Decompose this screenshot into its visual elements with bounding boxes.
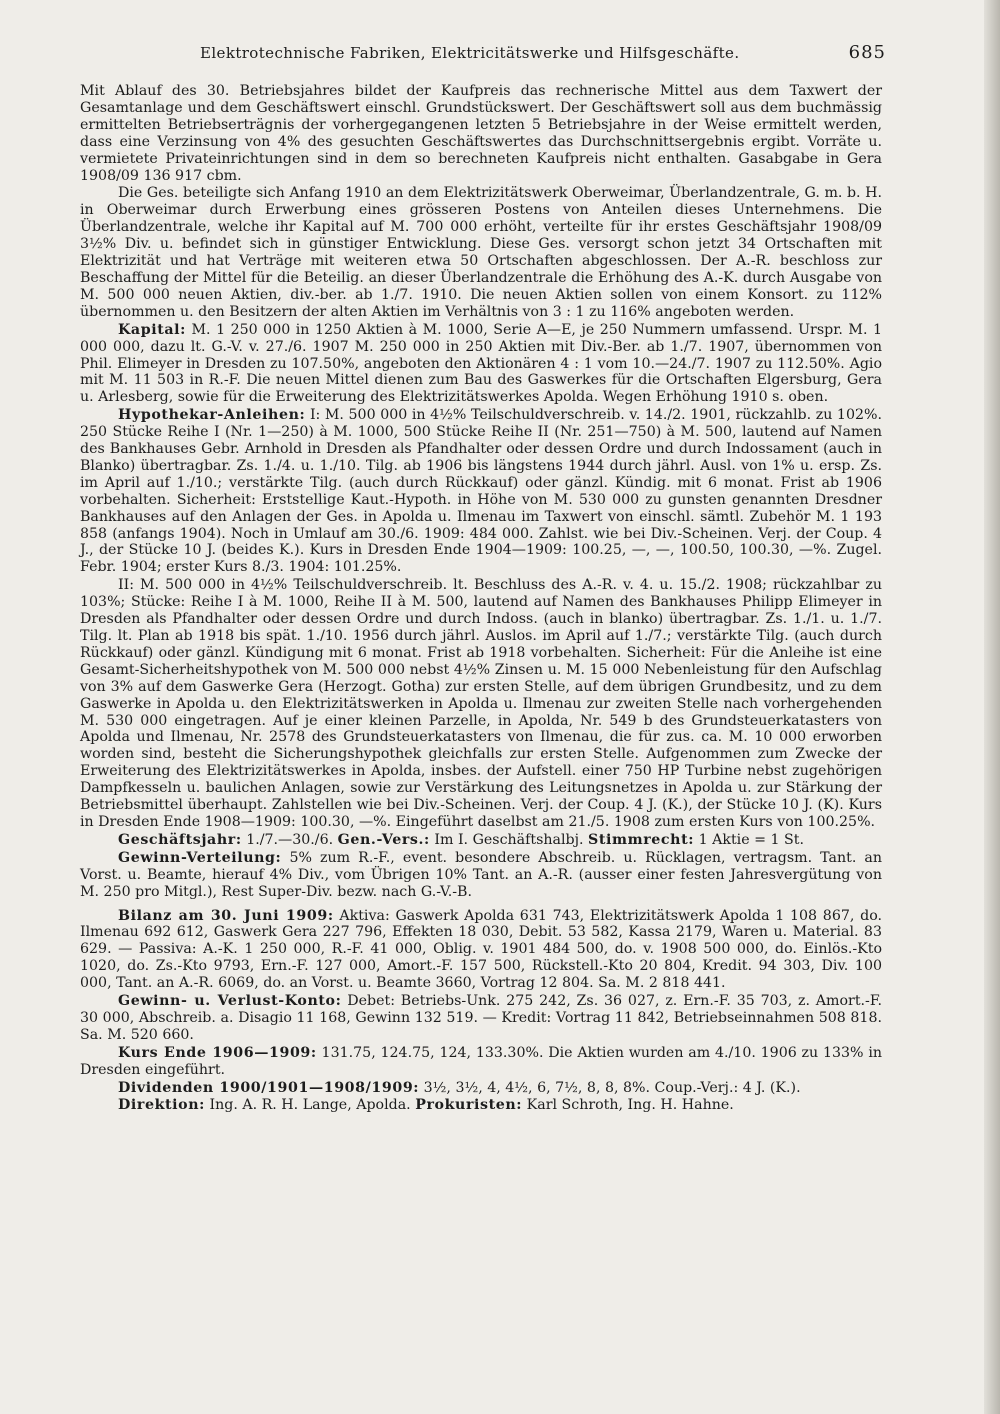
page-edge-shadow: [984, 0, 1000, 1414]
paragraph-hypothekar-anleihen: Hypothekar-Anleihen: I: M. 500 000 in 4½% Teilschuldverschreib. v. 14./2. 1901, rückzahlb. zu 102%. 250 Stücke Reihe I (Nr. 1—250) à M. 1000, 500 Stücke Reihe II (Nr. 251—750) à M. 500, lautend auf Namen des Bankhauses Gebr. Arnhold in Dresden als Pfandhalter oder dessen Ordre und durch Indossament (auch in Blanko) übertragbar. Zs. 1./4. u. 1./10. Tilg. ab 1906 bis längstens 1944 durch jährl. Ausl. von 1% u. ersp. Zs. im April auf 1./10.; verstärkte Tilg. (auch durch Rückkauf) oder gänzl. Kündig. mit 6 monat. Frist ab 1906 vorbehalten. Sicherheit: Erststellige Kaut.-Hypoth. in Höhe von M. 530 000 zu gunsten genannten Dresdner Bankhauses auf den Anlagen der Ges. in Apolda u. Ilmenau im Taxwert von einschl. sämtl. Zubehör M. 1 193 858 (anfangs 1904). Noch in Umlauf am 30./6. 1909: 484 000. Zahlst. wie bei Div.-Scheinen. Verj. der Coup. 4 J., der Stücke 10 J. (beides K.). Kurs in Dresden Ende 1904—1909: 100.25, —, —, 100.50, 100.30, —%. Zugel. Febr. 1904; erster Kurs 8./3. 1904: 101.25%.: [80, 407, 882, 576]
paragraph-anleihe-ii: II: M. 500 000 in 4½% Teilschuldverschreib. lt. Beschluss des A.-R. v. 4. u. 15./2. 1908; rückzahlbar zu 103%; Stücke: Reihe I à M. 1000, Reihe II à M. 500, lautend auf Namen des Bankhauses Philipp Elimeyer in Dresden als Pfandhalter oder dessen Ordre und durch Indoss. (auch in blanko) übertragbar. Zs. 1./1. u. 1./7. Tilg. lt. Plan ab 1918 bis spät. 1./10. 1956 durch jährl. Auslos. im April auf 1./7.; verstärkte Tilg. (auch durch Rückkauf) oder gänzl. Kündigung mit 6 monat. Frist ab 1918 vorbehalten. Sicherheit: Für die Anleihe ist eine Gesamt-Sicherheitshypothek von M. 500 000 nebst 4½% Zinsen u. M. 15 000 Nebenleistung für den Aufschlag von 3% auf dem Gaswerke Gera (Herzogt. Gotha) zur ersten Stelle, auf dem übrigen Grundbesitz, und zu dem Gaswerke in Apolda u. den Elektrizitätswerken in Apolda u. Ilmenau zur zweiten Stelle nach vorhergehenden M. 530 000 eingetragen. Auf je einer kleinen Parzelle, in Apolda, Nr. 549 b des Grundsteuerkatasters von Apolda und Ilmenau, Nr. 2578 des Grundsteuerkatasters von Ilmenau, die für zus. ca. M. 10 000 erworben worden sind, besteht die Sicherungshypothek gleichfalls zur ersten Stelle. Aufgenommen zum Zwecke der Erweiterung des Elektrizitätswerkes in Apolda, insbes. der Aufstell. einer 750 HP Turbine nebst zugehörigen Dampfkesseln u. baulichen Anlagen, sowie zur Verstärkung des Leitungsnetzes in Apolda u. zur Stärkung der Betriebsmittel überhaupt. Zahlstellen wie bei Div.-Scheinen. Verj. der Coup. 4 J. (K.), der Stücke 10 J. (K). Kurs in Dresden Ende 1908—1909: 100.30, —%. Eingeführt daselbst am 21./5. 1908 zum ersten Kurs von 100.25%.: [80, 577, 882, 830]
paragraph-bilanz: Bilanz am 30. Juni 1909: Aktiva: Gaswerk Apolda 631 743, Elektrizitätswerk Apolda 1 108 867, do. Ilmenau 692 612, Gaswerk Gera 227 796, Effekten 18 030, Debit. 53 582, Kassa 2179, Waren u. Material. 83 629. — Passiva: A.-K. 1 250 000, R.-F. 41 000, Oblig. v. 1901 484 500, do. v. 1908 500 000, do. Einlös.-Kto 1020, do. Zs.-Kto 9793, Ern.-F. 127 000, Amort.-F. 157 500, Rückstell.-Kto 20 804, Kredit. 94 303, Div. 100 000, Tant. an A.-R. 6069, do. an Vorst. u. Beamte 3660, Vortrag 12 804. Sa. M. 2 818 441.: [80, 907, 882, 992]
paragraph-geschaeftsjahr: Geschäftsjahr: 1./7.—30./6. Gen.-Vers.: Im I. Geschäftshalbj. Stimmrecht: 1 Aktie = 1 St.: [118, 831, 804, 848]
label-bilanz: Bilanz am 30. Juni 1909:: [118, 907, 334, 924]
label-kapital: Kapital:: [118, 321, 187, 338]
paragraph-dividenden: Dividenden 1900/1901—1908/1909: 3½, 3½, 4, 4½, 6, 7½, 8, 8, 8%. Coup.-Verj.: 4 J. (K.).: [118, 1079, 801, 1096]
label-dividenden: Dividenden 1900/1901—1908/1909:: [118, 1079, 420, 1096]
paragraph-participation: Die Ges. beteiligte sich Anfang 1910 an dem Elektrizitätswerk Oberweimar, Überlandzentrale, G. m. b. H. in Oberweimar durch Erwerbung eines grösseren Postens von Anteilen dieses Unternehmens. Die Überlandzentrale, welche ihr Kapital auf M. 700 000 erhöht, verteilte für ihr erstes Geschäftsjahr 1908/09 3½% Div. u. befindet sich in günstiger Entwicklung. Diese Ges. versorgt schon jetzt 34 Ortschaften mit Elektrizität und hat Verträge mit weiteren etwa 50 Ortschaften abgeschlossen. Der A.-R. beschloss zur Beschaffung der Mittel für die Beteilig. an dieser Überlandzentrale die Erhöhung des A.-K. durch Ausgabe von M. 500 000 neuen Aktien, div.-ber. ab 1./7. 1910. Die neuen Aktien sollen von einem Konsort. zu 112% übernommen u. den Besitzern der alten Aktien im Verhältnis von 3 : 1 zu 116% angeboten werden.: [80, 185, 882, 320]
label-gewinn-verlust: Gewinn- u. Verlust-Konto:: [118, 993, 342, 1010]
paragraph-kapital: Kapital: M. 1 250 000 in 1250 Aktien à M. 1000, Serie A—E, je 250 Nummern umfassend. Urspr. M. 1 000 000, dazu lt. G.-V. v. 27./6. 1907 M. 250 000 in 250 Aktien mit Div.-Ber. ab 1./7. 1907, übernommen von Phil. Elimeyer in Dresden zu 107.50%, angeboten den Aktionären 4 : 1 vom 10.—24./7. 1907 zu 112.50%. Agio mit M. 11 503 in R.-F. Die neuen Mittel dienen zum Bau des Gaswerkes für die Ortschaften Elgersburg, Gera u. Arlesberg, sowie für die Erweiterung des Elektrizitätswerkes Apolda. Wegen Erhöhung 1910 s. oben.: [80, 321, 882, 406]
paragraph-gewinn-verlust: Gewinn- u. Verlust-Konto: Debet: Betriebs-Unk. 275 242, Zs. 36 027, z. Ern.-F. 35 703, z. Amort.-F. 30 000, Abschreib. a. Disagio 11 168, Gewinn 132 519. — Kredit: Vortrag 11 842, Betriebseinnahmen 508 818. Sa. M. 520 660.: [80, 993, 882, 1043]
label-stimmrecht: Stimmrecht:: [588, 831, 695, 848]
label-gewinn-verteilung: Gewinn-Verteilung:: [118, 849, 282, 866]
paragraph-gewinn-verteilung: Gewinn-Verteilung: 5% zum R.-F., event. besondere Abschreib. u. Rücklagen, vertragsm. Tant. an Vorst. u. Beamte, hierauf 4% Div., vom Übrigen 10% Tant. an A.-R. (ausser einer festen Jahresvergütung von M. 250 pro Mitgl.), Rest Super-Div. bezw. nach G.-V.-B.: [80, 849, 882, 900]
running-header: [200, 42, 886, 63]
label-geschaeftsjahr: Geschäftsjahr:: [118, 831, 242, 848]
label-direktion: Direktion:: [118, 1097, 205, 1114]
paragraph-kurs: Kurs Ende 1906—1909: 131.75, 124.75, 124, 133.30%. Die Aktien wurden am 4./10. 1906 zu 133% in Dresden eingeführt.: [80, 1044, 883, 1078]
label-gen-vers: Gen.-Vers.:: [337, 831, 430, 848]
label-hypothekar-anleihen: Hypothekar-Anleihen:: [118, 407, 306, 424]
header-title: Elektrotechnische Fabriken, Elektricitätswerke und Hilfsgeschäfte.: [200, 44, 740, 62]
label-prokuristen: Prokuristen:: [415, 1097, 523, 1114]
page-number: 685: [848, 42, 886, 63]
paragraph-purchase-price: Mit Ablauf des 30. Betriebsjahres bildet der Kaufpreis das rechnerische Mittel aus dem Taxwert der Gesamtanlage und dem Geschäftswert einschl. Grundstückswert. Der Geschäftswert soll aus dem buchmässig ermittelten Betriebserträgnis der vorhergegangenen letzten 5 Betriebsjahre in der Weise ermittelt werden, dass eine Verzinsung von 4% des gesuchten Geschäftswertes das Durchschnittsergebnis ergibt. Vorräte u. vermietete Privateinrichtungen sind in dem so berechneten Kaufpreis nicht enthalten. Gasabgabe in Gera 1908/09 136 917 cbm.: [80, 83, 882, 184]
label-kurs: Kurs Ende 1906—1909:: [118, 1044, 317, 1061]
paragraph-direktion: Direktion: Ing. A. R. H. Lange, Apolda. Prokuristen: Karl Schroth, Ing. H. Hahne.: [118, 1097, 734, 1114]
